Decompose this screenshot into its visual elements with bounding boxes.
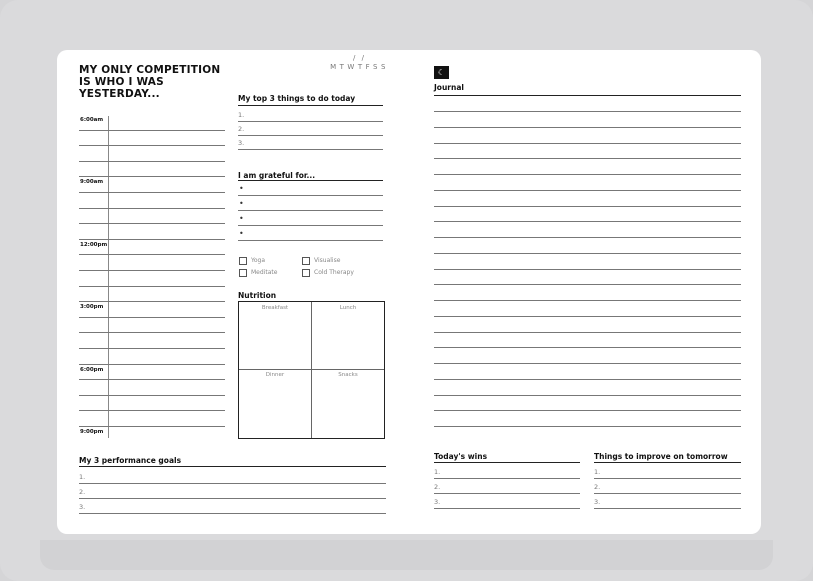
schedule-slot-line[interactable] [79,317,225,318]
todays-wins-title: Today's wins [434,452,488,461]
nutrition-title: Nutrition [238,291,277,300]
improve-underline [594,462,741,463]
meditate-checkbox[interactable] [239,269,247,277]
top3-item-number: 1. [238,111,245,119]
todays-wins-underline [434,462,580,463]
journal-line[interactable] [434,143,741,144]
top3-item-line[interactable] [238,135,383,136]
time-label: 9:00pm [80,429,104,435]
journal-line[interactable] [434,410,741,411]
snacks-cell[interactable]: Snacks [338,372,358,378]
journal-line[interactable] [434,206,741,207]
journal-line[interactable] [434,221,741,222]
top3-title: My top 3 things to do today [238,94,356,103]
nutrition-grid-hline [239,369,384,370]
grateful-item-line[interactable] [238,210,383,211]
schedule-slot-line[interactable] [79,301,225,302]
schedule-slot-line[interactable] [79,145,225,146]
planner-page [57,50,761,534]
journal-line[interactable] [434,363,741,364]
schedule-slot-line[interactable] [79,254,225,255]
schedule-slot-line[interactable] [79,395,225,396]
motivational-quote: MY ONLY COMPETITION IS WHO I WAS YESTERDAY... [79,64,221,100]
journal-title-underline [434,95,741,96]
date-slashes: / / [353,54,366,62]
breakfast-cell[interactable]: Breakfast [261,305,289,311]
grateful-item-line[interactable] [238,225,383,226]
schedule-slot-line[interactable] [79,410,225,411]
goal-line[interactable] [79,498,386,499]
top3-item-line[interactable] [238,149,383,150]
grateful-bullet: • [239,184,244,193]
improve-line[interactable] [594,478,741,479]
improve-number: 3. [594,498,601,506]
time-label: 6:00am [80,117,104,123]
top3-item-line[interactable] [238,121,383,122]
journal-line[interactable] [434,284,741,285]
wins-number: 3. [434,498,441,506]
schedule-slot-line[interactable] [79,239,225,240]
yoga-label: Yoga [251,257,266,264]
schedule-slot-line[interactable] [79,223,225,224]
frame-shadow [40,540,773,570]
lunch-cell[interactable]: Lunch [339,305,357,311]
visualise-label: Visualise [314,257,341,264]
nutrition-grid-vline [311,302,312,438]
grateful-title-underline [238,180,383,181]
top3-item-number: 2. [238,125,245,133]
improve-number: 1. [594,468,601,476]
journal-line[interactable] [434,237,741,238]
schedule-slot-line[interactable] [79,208,225,209]
journal-line[interactable] [434,174,741,175]
improve-title: Things to improve on tomorrow [594,452,728,461]
grateful-item-line[interactable] [238,195,383,196]
time-label: 3:00pm [80,304,104,311]
weekday-selector[interactable] [327,54,392,71]
journal-line[interactable] [434,190,741,191]
journal-line[interactable] [434,253,741,254]
time-label: 6:00pm [80,366,104,373]
grateful-title: I am grateful for... [238,171,316,180]
improve-line[interactable] [594,508,741,509]
schedule-slot-line[interactable] [79,332,225,333]
nutrition-grid [238,301,385,439]
performance-goals-underline [79,466,386,467]
moon-icon: ☾ [434,66,449,79]
journal-line[interactable] [434,316,741,317]
visualise-checkbox[interactable] [302,257,310,265]
journal-line[interactable] [434,300,741,301]
schedule-slot-line[interactable] [79,176,225,177]
wins-number: 1. [434,468,441,476]
cold-therapy-checkbox[interactable] [302,269,310,277]
schedule-slot-line[interactable] [79,364,225,365]
time-label: 9:00am [80,179,104,186]
schedule-slot-line[interactable] [79,192,225,193]
journal-line[interactable] [434,426,741,427]
goal-number: 3. [79,503,86,511]
dinner-cell[interactable]: Dinner [265,372,285,378]
yoga-checkbox[interactable] [239,257,247,265]
journal-line[interactable] [434,395,741,396]
schedule-slot-line[interactable] [79,161,225,162]
schedule-slot-line[interactable] [79,379,225,380]
wins-line[interactable] [434,493,580,494]
grateful-bullet: • [239,199,244,208]
goal-number: 1. [79,473,86,481]
wins-number: 2. [434,483,441,491]
journal-line[interactable] [434,111,741,112]
schedule-slot-line[interactable] [79,130,225,131]
journal-line[interactable] [434,158,741,159]
schedule-slot-line[interactable] [79,348,225,349]
journal-line[interactable] [434,269,741,270]
meditate-label: Meditate [251,269,278,276]
performance-goals-title: My 3 performance goals [79,456,182,465]
journal-line[interactable] [434,332,741,333]
grateful-bullet: • [239,214,244,223]
weekday-letters[interactable]: MTWTFSS [330,63,389,71]
journal-line[interactable] [434,379,741,380]
journal-line[interactable] [434,127,741,128]
journal-title: Journal [434,83,464,92]
time-label: 12:00pm [80,241,108,248]
grateful-item-line[interactable] [238,240,383,241]
goal-line[interactable] [79,513,386,514]
goal-line[interactable] [79,483,386,484]
schedule-slot-line[interactable] [79,286,225,287]
top3-title-underline [238,105,383,106]
cold-therapy-label: Cold Therapy [314,269,354,276]
goal-number: 2. [79,488,86,496]
schedule-divider [108,116,109,438]
top3-item-number: 3. [238,139,245,147]
improve-number: 2. [594,483,601,491]
journal-line[interactable] [434,347,741,348]
wins-line[interactable] [434,508,580,509]
schedule-slot-line[interactable] [79,426,225,427]
schedule-slot-line[interactable] [79,270,225,271]
grateful-bullet: • [239,229,244,238]
wins-line[interactable] [434,478,580,479]
improve-line[interactable] [594,493,741,494]
